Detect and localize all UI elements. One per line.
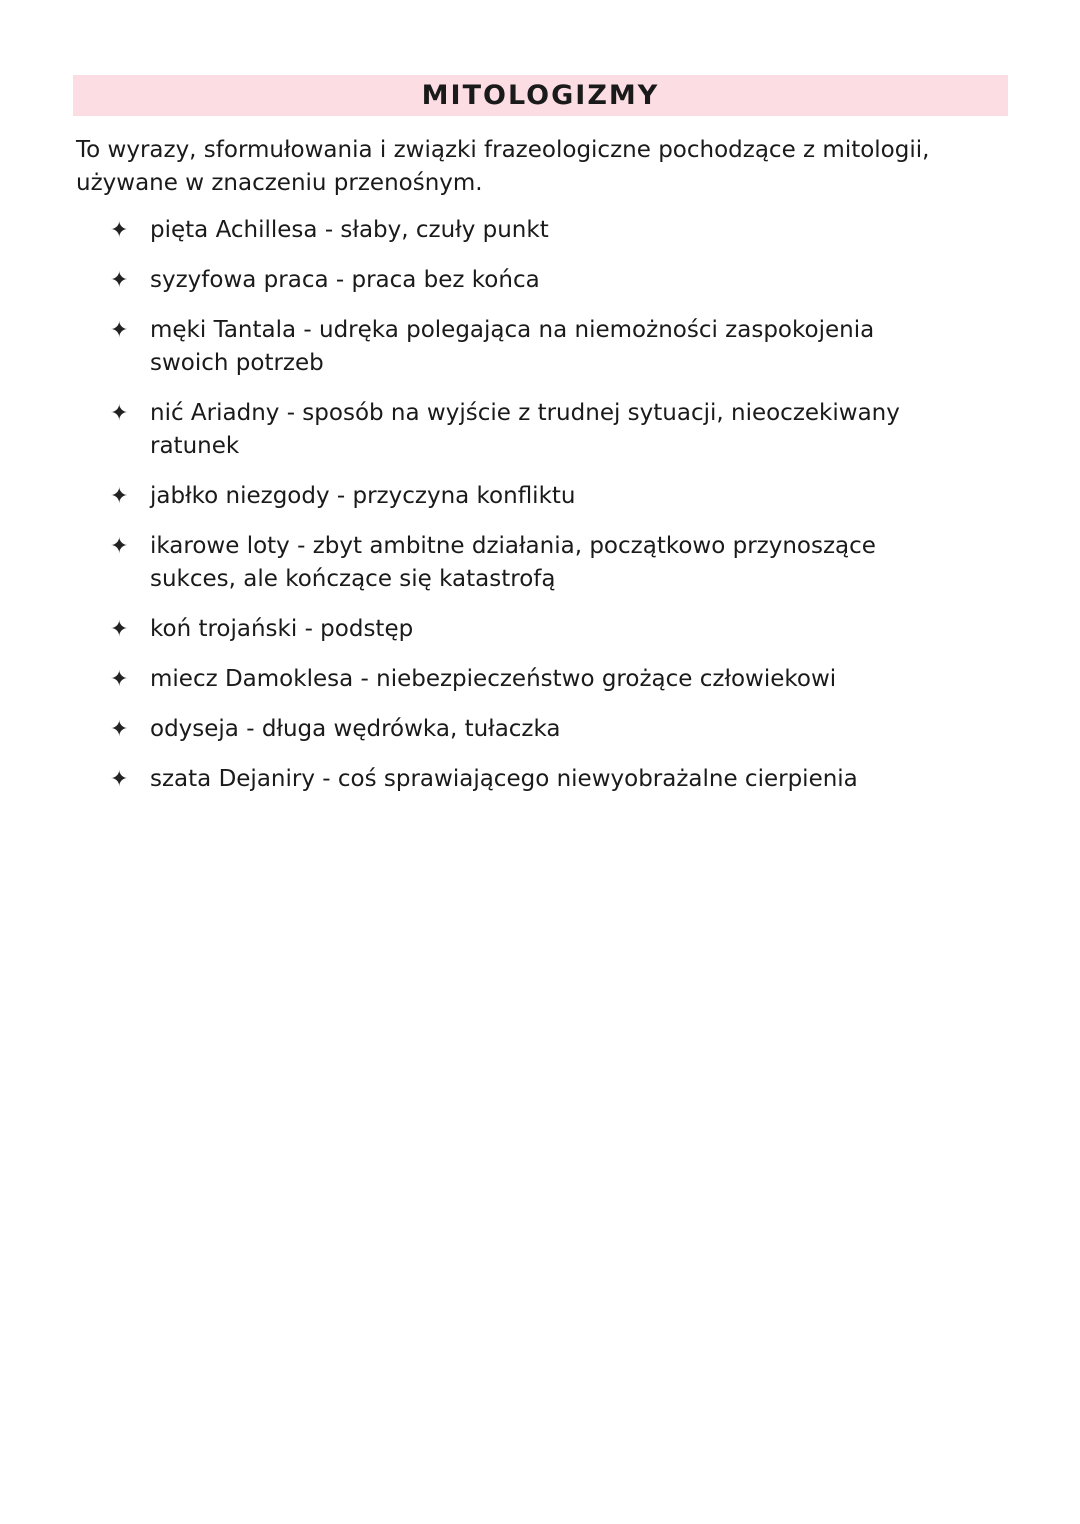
- list-item: [110, 480, 1010, 513]
- four-point-star-icon: ✦: [110, 717, 129, 742]
- list-item-text: jabłko niezgody - przyczyna konfliktu: [150, 483, 576, 509]
- list-item: [110, 530, 1010, 596]
- idiom-list: [110, 214, 1010, 813]
- four-point-star-icon: ✦: [110, 218, 129, 243]
- list-item-text: ikarowe loty - zbyt ambitne działania, początkowo przynoszące sukces, ale kończące się katastrofą: [150, 533, 876, 592]
- list-item-text: koń trojański - podstęp: [150, 616, 414, 642]
- list-item: [110, 663, 1010, 696]
- four-point-star-icon: ✦: [110, 767, 129, 792]
- page-title: MITOLOGIZMY: [421, 80, 660, 111]
- list-item: [110, 214, 1010, 247]
- list-item: [110, 264, 1010, 297]
- list-item: [110, 613, 1010, 646]
- list-item: [110, 314, 1010, 380]
- four-point-star-icon: ✦: [110, 534, 129, 559]
- list-item-text: odyseja - długa wędrówka, tułaczka: [150, 716, 561, 742]
- list-item-text: miecz Damoklesa - niebezpieczeństwo grożące człowiekowi: [150, 666, 837, 692]
- list-item-text: pięta Achillesa - słaby, czuły punkt: [150, 217, 549, 243]
- four-point-star-icon: ✦: [110, 318, 129, 343]
- list-item: [110, 713, 1010, 746]
- list-item: [110, 763, 1010, 796]
- list-item-text: nić Ariadny - sposób na wyjście z trudnej sytuacji, nieoczekiwany ratunek: [150, 400, 900, 459]
- four-point-star-icon: ✦: [110, 484, 129, 509]
- intro-paragraph: To wyrazy, sformułowania i związki frazeologiczne pochodzące z mitologii, używane w znaczeniu przenośnym.: [76, 137, 930, 196]
- four-point-star-icon: ✦: [110, 667, 129, 692]
- list-item-text: szata Dejaniry - coś sprawiającego niewyobrażalne cierpienia: [150, 766, 858, 792]
- four-point-star-icon: ✦: [110, 617, 129, 642]
- title-banner: [73, 75, 1008, 116]
- list-item-text: syzyfowa praca - praca bez końca: [150, 267, 540, 293]
- four-point-star-icon: ✦: [110, 401, 129, 426]
- list-item: [110, 397, 1010, 463]
- list-item-text: męki Tantala - udręka polegająca na niemożności zaspokojenia swoich potrzeb: [150, 317, 875, 376]
- four-point-star-icon: ✦: [110, 268, 129, 293]
